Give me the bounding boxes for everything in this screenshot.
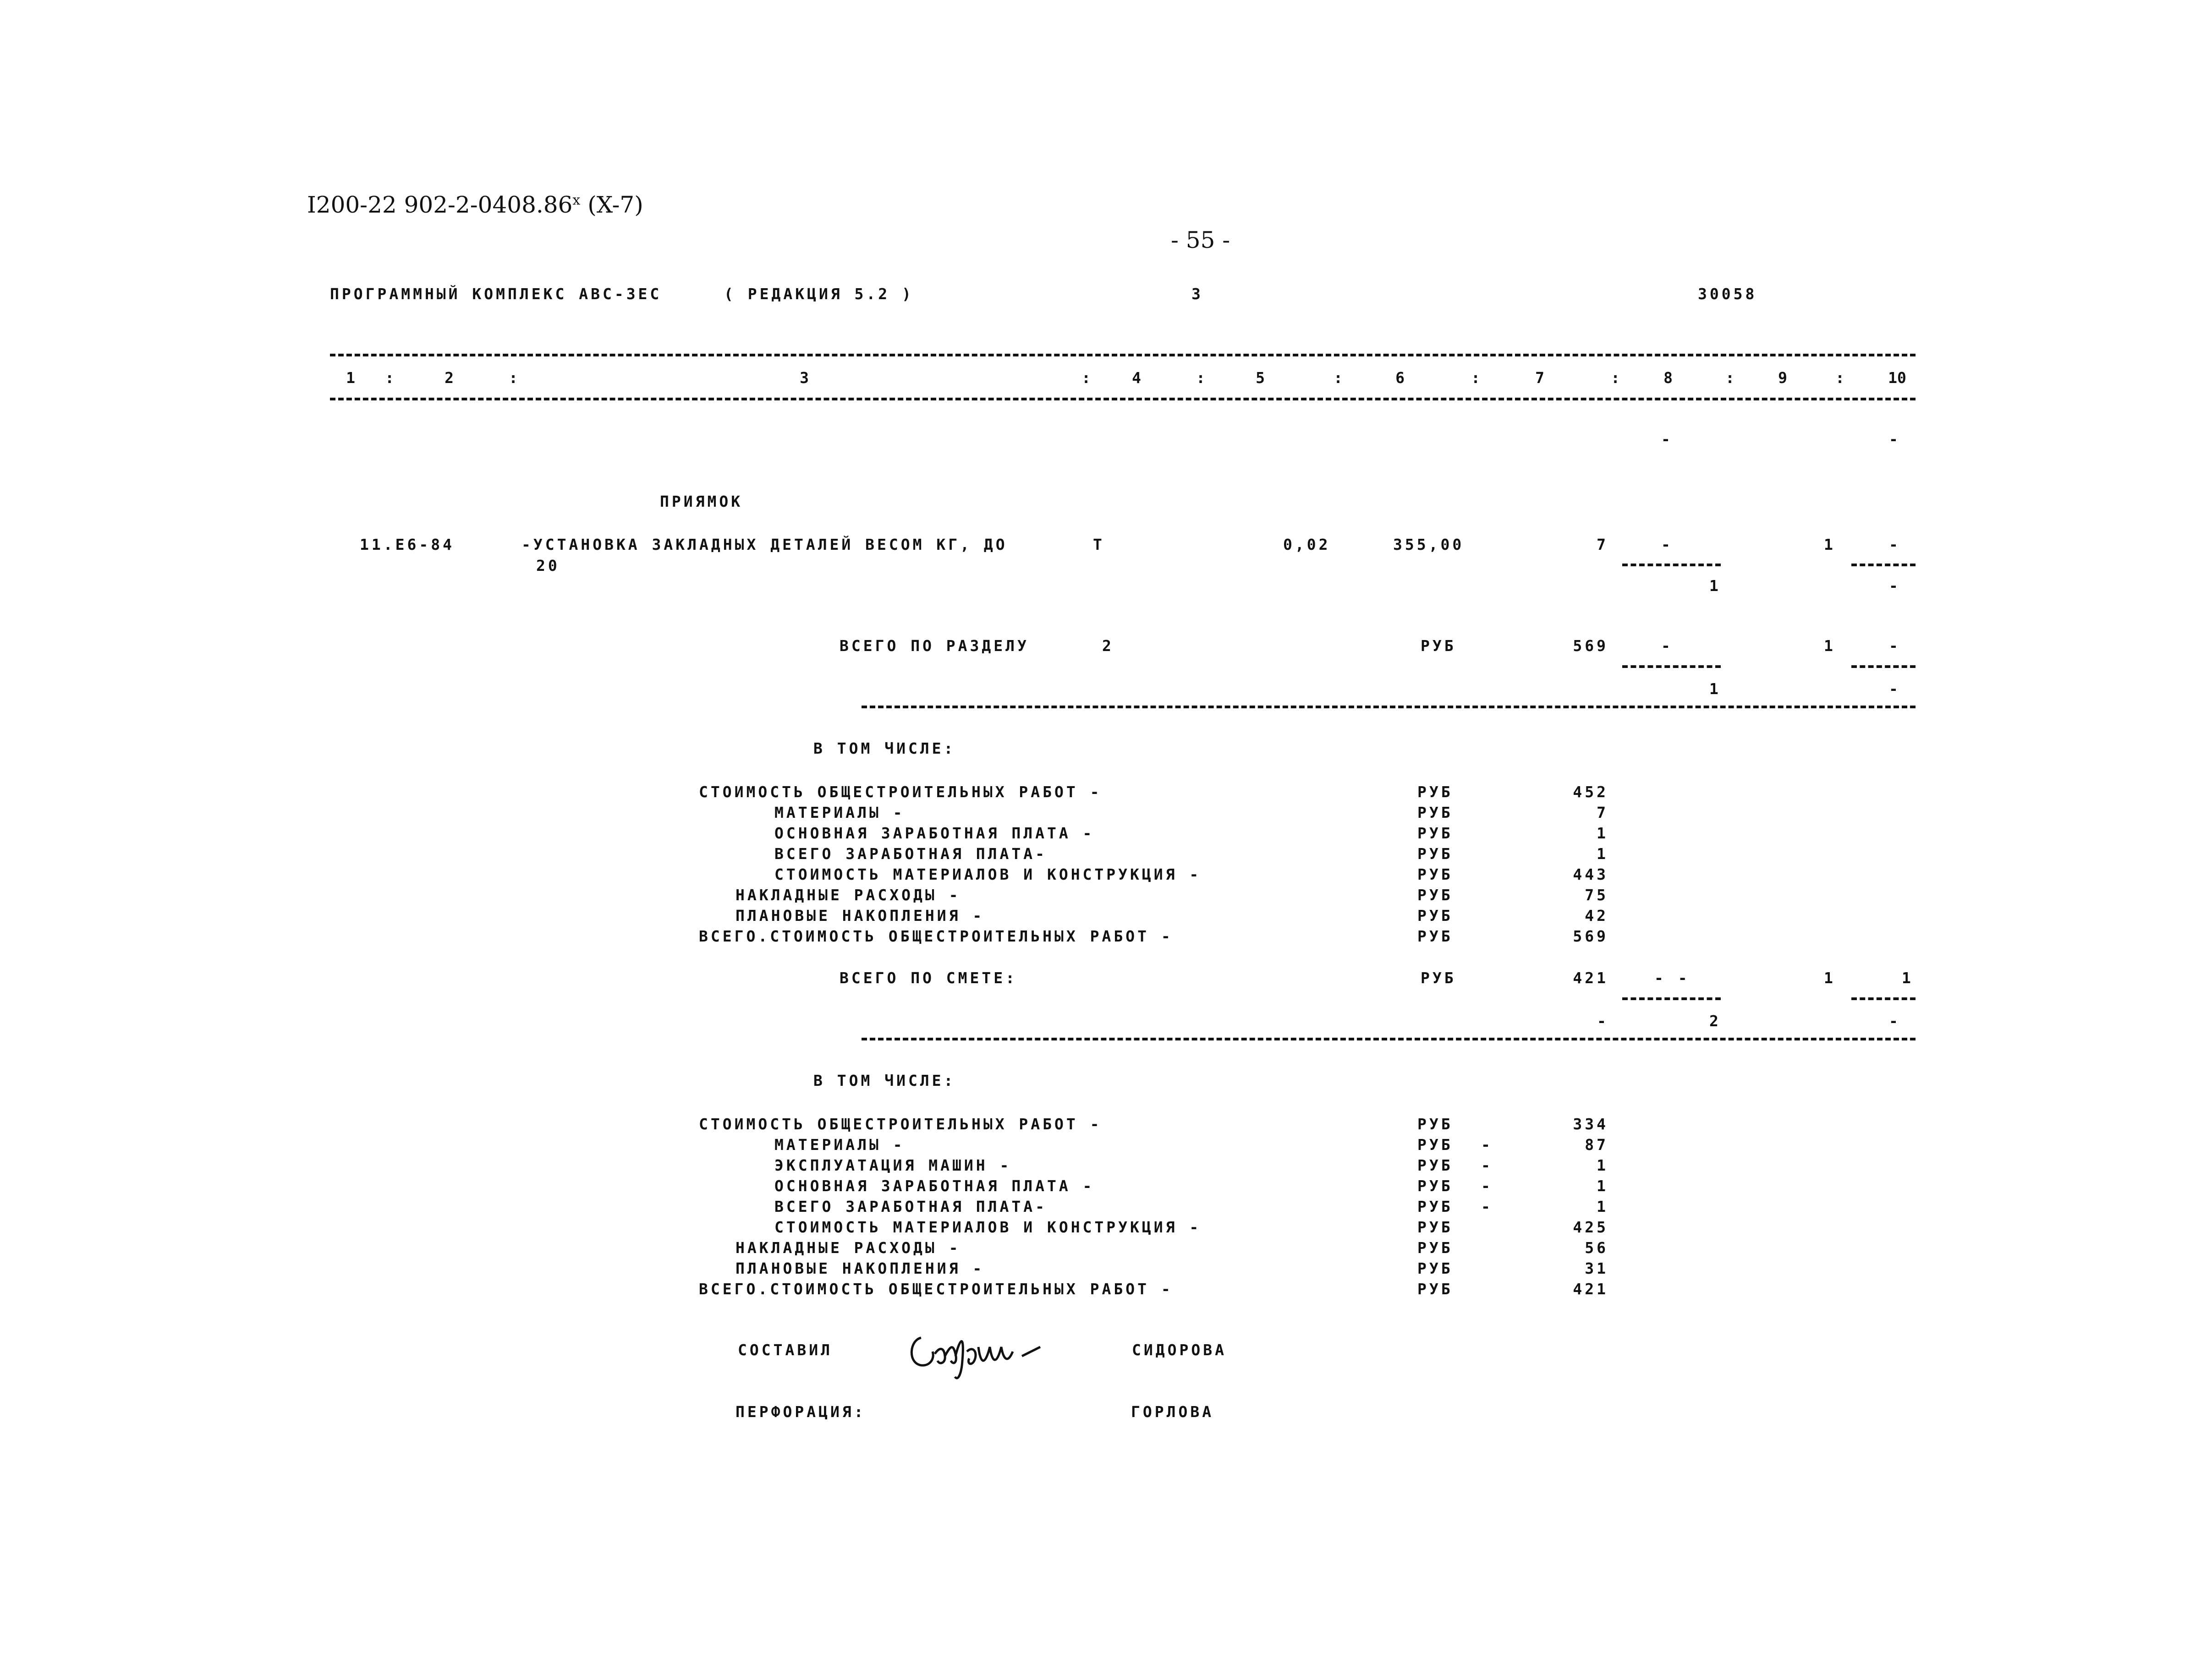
breakdown-dash: - — [1481, 1136, 1493, 1154]
breakdown-unit: РУБ — [1417, 1239, 1453, 1257]
column-separator: : — [1334, 369, 1343, 387]
breakdown-label: ПЛАНОВЫЕ НАКОПЛЕНИЯ - — [736, 1259, 985, 1277]
breakdown-value: 1 — [1597, 845, 1608, 863]
breakdown-unit: РУБ — [1417, 804, 1453, 821]
breakdown-unit: РУБ — [1417, 783, 1453, 801]
item-col8-divider — [1622, 564, 1721, 566]
breakdown-label: СТОИМОСТЬ МАТЕРИАЛОВ И КОНСТРУКЦИЯ - — [774, 865, 1202, 883]
item-unit: Т — [1093, 536, 1105, 553]
column-separator: : — [1725, 369, 1734, 387]
breakdown-unit: РУБ — [1417, 1177, 1453, 1195]
estimate-total-col10-bottom: - — [1889, 1012, 1901, 1030]
breakdown-value: 31 — [1585, 1259, 1608, 1277]
breakdown-dash: - — [1481, 1177, 1493, 1195]
section-total-col10-top: - — [1889, 637, 1901, 655]
breakdown-label: СТОИМОСТЬ ОБЩЕСТРОИТЕЛЬНЫХ РАБОТ - — [699, 1115, 1102, 1133]
breakdown-unit: РУБ — [1417, 886, 1453, 904]
breakdown-label: ВСЕГО.СТОИМОСТЬ ОБЩЕСТРОИТЕЛЬНЫХ РАБОТ - — [699, 1280, 1173, 1298]
estimate-total-col8-top: - - — [1654, 969, 1690, 987]
estimate-total-col10-divider — [1851, 997, 1916, 1000]
sheet-index: 3 — [1191, 285, 1203, 303]
breakdown-dash: - — [1481, 1156, 1493, 1174]
column-number: 5 — [1256, 369, 1265, 387]
program-name: ПРОГРАММНЫЙ КОМПЛЕКС АВС-ЗЕС — [330, 285, 662, 303]
perforation-name: ГОРЛОВА — [1131, 1403, 1214, 1421]
section-total-col9-top: 1 — [1824, 637, 1836, 655]
breakdown-value: 56 — [1585, 1239, 1608, 1257]
breakdown-unit: РУБ — [1417, 1218, 1453, 1236]
item-col9-top: 1 — [1824, 536, 1836, 553]
signature — [907, 1319, 1059, 1388]
compiled-by-label: СОСТАВИЛ — [738, 1341, 833, 1359]
breakdown-value: 421 — [1573, 1280, 1608, 1298]
section-total-unit: РУБ — [1421, 637, 1456, 655]
item-description: -УСТАНОВКА ЗАКЛАДНЫХ ДЕТАЛЕЙ ВЕСОМ КГ, ДО — [521, 536, 1008, 553]
breakdown-unit: РУБ — [1417, 1259, 1453, 1277]
breakdown-label: НАКЛАДНЫЕ РАСХОДЫ - — [736, 1239, 961, 1257]
document-code-main: I200-22 902-2-0408.86 — [307, 192, 573, 218]
breakdown-value: 75 — [1585, 886, 1608, 904]
breakdown-value: 425 — [1573, 1218, 1608, 1236]
breakdown-label: ПЛАНОВЫЕ НАКОПЛЕНИЯ - — [736, 907, 985, 925]
breakdown-label: СТОИМОСТЬ ОБЩЕСТРОИТЕЛЬНЫХ РАБОТ - — [699, 783, 1102, 801]
estimate-total-col8-bottom-left: - — [1597, 1012, 1609, 1030]
column-number: 4 — [1132, 369, 1141, 387]
section-total-number: 2 — [1102, 637, 1114, 655]
section-total-col8-bottom: 1 — [1709, 680, 1721, 698]
estimate-total-col8-divider — [1622, 997, 1721, 1000]
breakdown-label: ВСЕГО ЗАРАБОТНАЯ ПЛАТА- — [774, 1198, 1047, 1215]
breakdown-label: НАКЛАДНЫЕ РАСХОДЫ - — [736, 886, 961, 904]
breakdown-value: 1 — [1597, 824, 1608, 842]
item-description-continued: 20 — [536, 557, 560, 575]
breakdown-value: 1 — [1597, 1198, 1608, 1215]
estimate-total-value: 421 — [1573, 969, 1608, 987]
breakdown-unit: РУБ — [1417, 1136, 1453, 1154]
column-separator: : — [1081, 369, 1091, 387]
section-total-col8-divider — [1622, 665, 1721, 668]
perforation-label: ПЕРФОРАЦИЯ: — [736, 1403, 866, 1421]
item-quantity: 0,02 — [1283, 536, 1331, 553]
breakdown-unit: РУБ — [1417, 845, 1453, 863]
column-separator: : — [1835, 369, 1844, 387]
breakdown-value: 569 — [1573, 927, 1608, 945]
document-code-suffix: (X-7) — [580, 192, 643, 218]
breakdown-unit: РУБ — [1417, 824, 1453, 842]
breakdown-value: 1 — [1597, 1156, 1608, 1174]
program-edition: ( РЕДАКЦИЯ 5.2 ) — [724, 285, 914, 303]
breakdown-unit: РУБ — [1417, 1280, 1453, 1298]
breakdown-value: 443 — [1573, 865, 1608, 883]
column-number: 10 — [1888, 369, 1906, 387]
breakdown-label: ВСЕГО ЗАРАБОТНАЯ ПЛАТА- — [774, 845, 1047, 863]
breakdown-label: МАТЕРИАЛЫ - — [774, 1136, 905, 1154]
breakdown-unit: РУБ — [1417, 927, 1453, 945]
section-total-rule — [862, 706, 1916, 708]
header-bottom-rule — [330, 398, 1916, 400]
breakdown-label: ЭКСПЛУАТАЦИЯ МАШИН - — [774, 1156, 1012, 1174]
estimate-total-rule — [862, 1038, 1916, 1040]
breakdown-heading: В ТОМ ЧИСЛЕ: — [813, 1072, 956, 1089]
column-number: 2 — [445, 369, 454, 387]
column-number: 6 — [1395, 369, 1405, 387]
top-mark-col10: - — [1889, 430, 1901, 448]
breakdown-unit: РУБ — [1417, 865, 1453, 883]
breakdown-value: 87 — [1585, 1136, 1608, 1154]
breakdown-unit: РУБ — [1417, 1115, 1453, 1133]
document-code-mark: x — [572, 192, 581, 208]
column-separator: : — [509, 369, 518, 387]
estimate-total-unit: РУБ — [1421, 969, 1456, 987]
breakdown-unit: РУБ — [1417, 907, 1453, 925]
column-separator: : — [385, 369, 394, 387]
page-number: - 55 - — [1171, 227, 1230, 253]
header-top-rule — [330, 354, 1916, 356]
item-price: 355,00 — [1393, 536, 1465, 553]
item-col10-top: - — [1889, 536, 1901, 553]
breakdown-value: 334 — [1573, 1115, 1608, 1133]
column-number: 9 — [1778, 369, 1787, 387]
item-col10-divider — [1851, 564, 1916, 566]
breakdown-value: 452 — [1573, 783, 1608, 801]
item-col8-top: - — [1661, 536, 1673, 553]
breakdown-unit: РУБ — [1417, 1198, 1453, 1215]
column-number: 8 — [1663, 369, 1673, 387]
breakdown-label: ОСНОВНАЯ ЗАРАБОТНАЯ ПЛАТА - — [774, 1177, 1095, 1195]
item-col8-bottom: 1 — [1709, 577, 1721, 595]
item-col10-bottom: - — [1889, 577, 1901, 595]
section-title: ПРИЯМОК — [660, 493, 743, 510]
breakdown-label: МАТЕРИАЛЫ - — [774, 804, 905, 821]
section-total-col10-divider — [1851, 665, 1916, 668]
breakdown-label: ОСНОВНАЯ ЗАРАБОТНАЯ ПЛАТА - — [774, 824, 1095, 842]
breakdown-dash: - — [1481, 1198, 1493, 1215]
breakdown-value: 7 — [1597, 804, 1608, 821]
section-total-label: ВСЕГО ПО РАЗДЕЛУ — [840, 637, 1029, 655]
section-total-value: 569 — [1573, 637, 1608, 655]
estimate-total-col9-top: 1 — [1824, 969, 1836, 987]
section-total-col8-top: - — [1661, 637, 1673, 655]
estimate-code: 30058 — [1698, 285, 1757, 303]
document-code — [307, 192, 643, 218]
column-separator: : — [1471, 369, 1480, 387]
column-number: 1 — [346, 369, 355, 387]
breakdown-value: 42 — [1585, 907, 1608, 925]
compiled-by-name: СИДОРОВА — [1132, 1341, 1227, 1359]
breakdown-value: 1 — [1597, 1177, 1608, 1195]
breakdown-label: ВСЕГО.СТОИМОСТЬ ОБЩЕСТРОИТЕЛЬНЫХ РАБОТ - — [699, 927, 1173, 945]
estimate-total-col8-bottom: 2 — [1709, 1012, 1721, 1030]
section-total-col10-bottom: - — [1889, 680, 1901, 698]
column-number: 3 — [800, 369, 809, 387]
breakdown-heading: В ТОМ ЧИСЛЕ: — [813, 739, 956, 757]
column-number: 7 — [1535, 369, 1544, 387]
top-mark-col8: - — [1661, 430, 1673, 448]
column-separator: : — [1196, 369, 1205, 387]
estimate-total-col10-top: 1 — [1902, 969, 1914, 987]
column-separator: : — [1611, 369, 1620, 387]
breakdown-unit: РУБ — [1417, 1156, 1453, 1174]
breakdown-label: СТОИМОСТЬ МАТЕРИАЛОВ И КОНСТРУКЦИЯ - — [774, 1218, 1202, 1236]
item-code: 11.Е6-84 — [360, 536, 455, 553]
item-total: 7 — [1597, 536, 1608, 553]
estimate-total-label: ВСЕГО ПО СМЕТЕ: — [840, 969, 1018, 987]
